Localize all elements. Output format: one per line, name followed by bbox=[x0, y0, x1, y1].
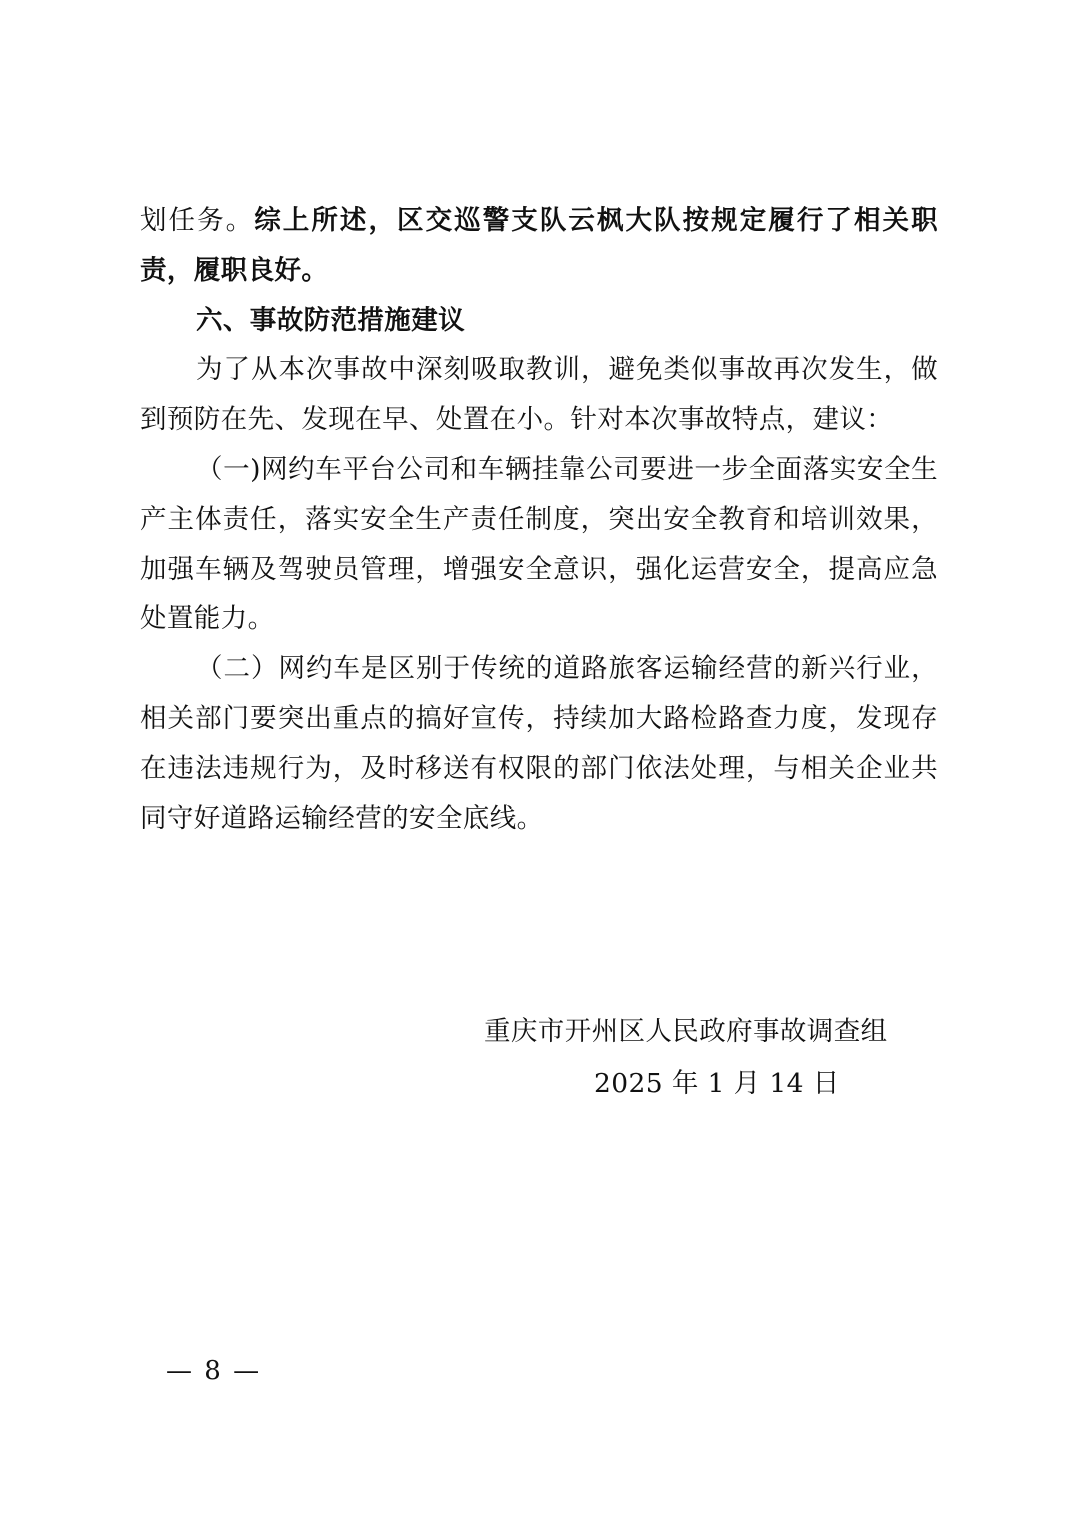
section-heading: 六、事故防范措施建议 bbox=[196, 304, 465, 336]
intro-paragraph: 为了从本次事故中深刻吸取教训，避免类似事故再次发生，做到预防在先、发现在早、处置在小。针对本次事故特点，建议： bbox=[140, 354, 938, 436]
document-body bbox=[140, 196, 938, 843]
page-number: — 8 — bbox=[166, 1356, 262, 1386]
signature-organization: 重庆市开州区人民政府事故调查组 bbox=[484, 1016, 888, 1047]
continuation-text: 划任务。 bbox=[140, 205, 255, 236]
continuation-paragraph bbox=[140, 196, 938, 296]
recommendation-2: （二）网约车是区别于传统的道路旅客运输经营的新兴行业，相关部门要突出重点的搞好宣传，持续加大路检路查力度，发现存在违法违规行为，及时移送有权限的部门依法处理，与相关企业共同守好道路运输经营的安全底线。 bbox=[140, 653, 938, 834]
signature-date: 2025 年 1 月 14 日 bbox=[594, 1068, 840, 1099]
conclusion-text: 综上所述，区交巡警支队云枫大队按规定履行了相关职责，履职良好。 bbox=[140, 205, 938, 286]
signature-block bbox=[484, 1006, 924, 1110]
recommendation-1: （一)网约车平台公司和车辆挂靠公司要进一步全面落实安全生产主体责任，落实安全生产责任制度，突出安全教育和培训效果，加强车辆及驾驶员管理，增强安全意识，强化运营安全，提高应急处置能力。 bbox=[140, 453, 938, 635]
